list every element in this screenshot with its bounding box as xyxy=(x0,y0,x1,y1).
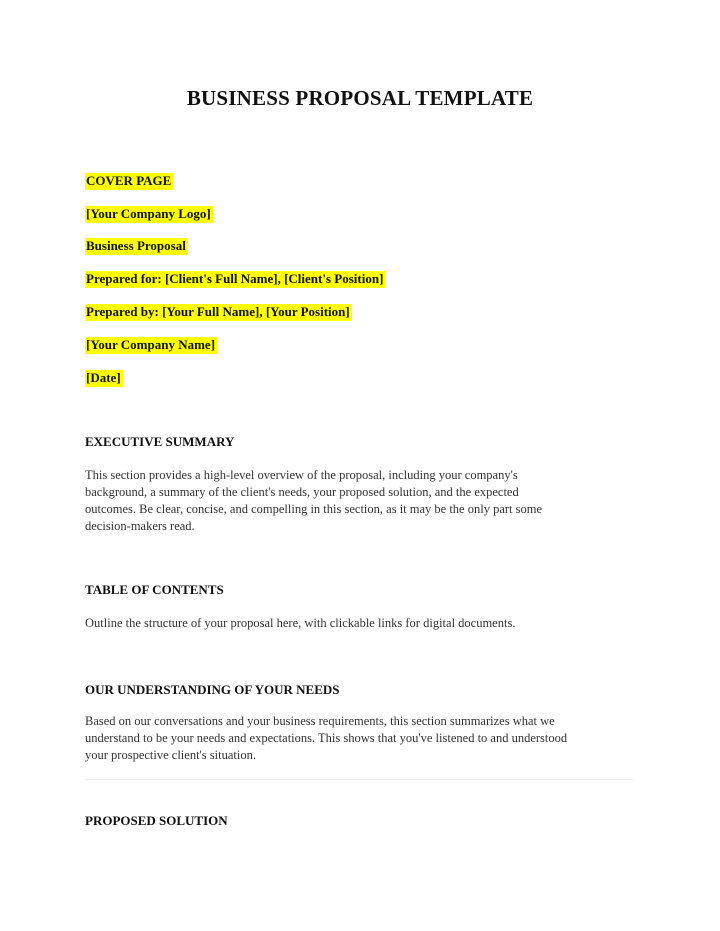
executive-summary-text xyxy=(85,467,645,535)
understanding-heading: OUR UNDERSTANDING OF YOUR NEEDS xyxy=(85,682,340,697)
understanding-line: understand to be your needs and expectations. This shows that you've listened to and understood xyxy=(85,731,568,745)
executive-summary-line: This section provides a high-level overview of the proposal, including your company's xyxy=(85,468,518,482)
table-of-contents-line: Outline the structure of your proposal here, with clickable links for digital documents. xyxy=(85,616,516,630)
document-type: Business Proposal xyxy=(86,238,186,253)
proposed-solution-heading: PROPOSED SOLUTION xyxy=(85,813,228,828)
date-placeholder: [Date] xyxy=(86,370,121,385)
table-of-contents-text xyxy=(85,615,645,632)
executive-summary-line: background, a summary of the client's needs, your proposed solution, and the expected xyxy=(85,485,519,499)
document-title: BUSINESS PROPOSAL TEMPLATE xyxy=(186,86,534,110)
cover-page-heading: COVER PAGE xyxy=(86,173,172,188)
understanding-line: Based on our conversations and your business requirements, this section summarizes what we xyxy=(85,714,555,728)
company-name-placeholder: [Your Company Name] xyxy=(86,337,216,352)
table-of-contents-heading: TABLE OF CONTENTS xyxy=(85,582,224,597)
understanding-text xyxy=(85,713,645,764)
section-divider xyxy=(85,779,633,780)
prepared-by: Prepared by: [Your Full Name], [Your Position] xyxy=(86,304,350,319)
company-logo-placeholder: [Your Company Logo] xyxy=(86,206,211,221)
executive-summary-line: decision-makers read. xyxy=(85,519,195,533)
executive-summary-line: outcomes. Be clear, concise, and compelling in this section, as it may be the only part some xyxy=(85,502,543,516)
executive-summary-heading: EXECUTIVE SUMMARY xyxy=(85,434,235,449)
understanding-line: your prospective client's situation. xyxy=(85,748,256,762)
prepared-for: Prepared for: [Client's Full Name], [Client's Position] xyxy=(86,271,384,286)
